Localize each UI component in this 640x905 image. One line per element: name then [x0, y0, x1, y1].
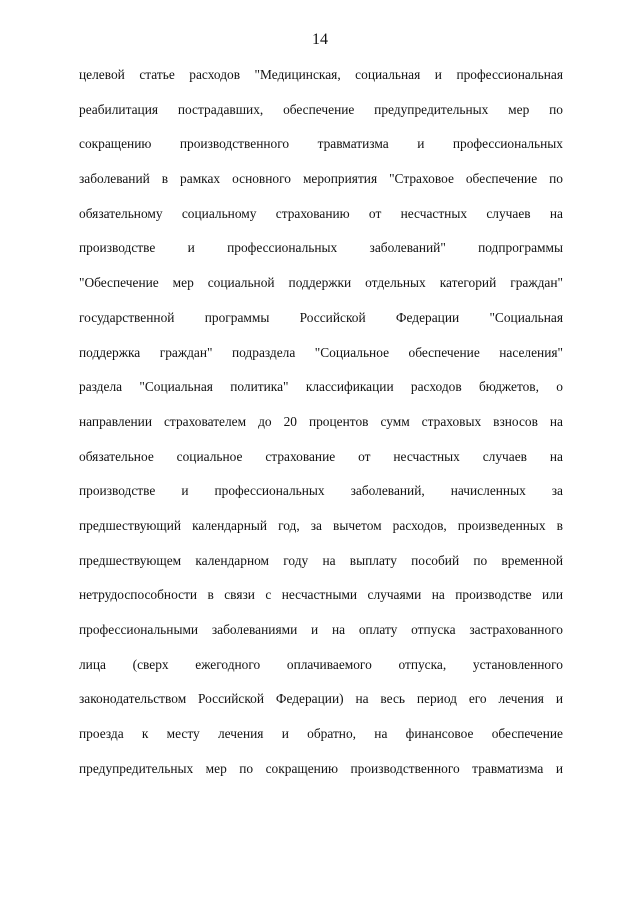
- text-line: производстве и профессиональных заболеваний" подпрограммы: [79, 240, 563, 256]
- text-line: нетрудоспособности в связи с несчастными случаями на производстве или: [79, 587, 563, 603]
- text-line: раздела "Социальная политика" классификации расходов бюджетов, о: [79, 379, 563, 395]
- page-number: 14: [312, 31, 328, 48]
- text-line: сокращению производственного травматизма и профессиональных: [79, 136, 563, 152]
- text-line: направлении страхователем до 20 процентов сумм страховых взносов на: [79, 413, 563, 429]
- text-line: государственной программы Российской Федерации "Социальная: [79, 309, 563, 325]
- body-text: [79, 64, 563, 792]
- text-line: предупредительных мер по сокращению производственного травматизма и: [79, 760, 563, 776]
- text-line: законодательством Российской Федерации) на весь период его лечения и: [79, 691, 563, 707]
- text-line: заболеваний в рамках основного мероприятия "Страховое обеспечение по: [79, 171, 563, 187]
- text-line: предшествующем календарном году на выплату пособий по временной: [79, 552, 563, 568]
- text-line: предшествующий календарный год, за вычетом расходов, произведенных в: [79, 517, 563, 533]
- text-line: производстве и профессиональных заболеваний, начисленных за: [79, 483, 563, 499]
- text-line: проезда к месту лечения и обратно, на финансовое обеспечение: [79, 726, 563, 742]
- text-line: поддержка граждан" подраздела "Социальное обеспечение населения": [79, 344, 563, 360]
- text-line: обязательному социальному страхованию от несчастных случаев на: [79, 205, 563, 221]
- text-line: профессиональными заболеваниями и на оплату отпуска застрахованного: [79, 622, 563, 637]
- text-line: обязательное социальное страхование от несчастных случаев на: [79, 448, 563, 464]
- text-line: реабилитация пострадавших, обеспечение предупредительных мер по: [79, 101, 563, 117]
- text-line: целевой статье расходов "Медицинская, социальная и профессиональная: [79, 67, 563, 82]
- text-line: "Обеспечение мер социальной поддержки отдельных категорий граждан": [79, 275, 563, 291]
- text-line: лица (сверх ежегодного оплачиваемого отпуска, установленного: [79, 656, 563, 672]
